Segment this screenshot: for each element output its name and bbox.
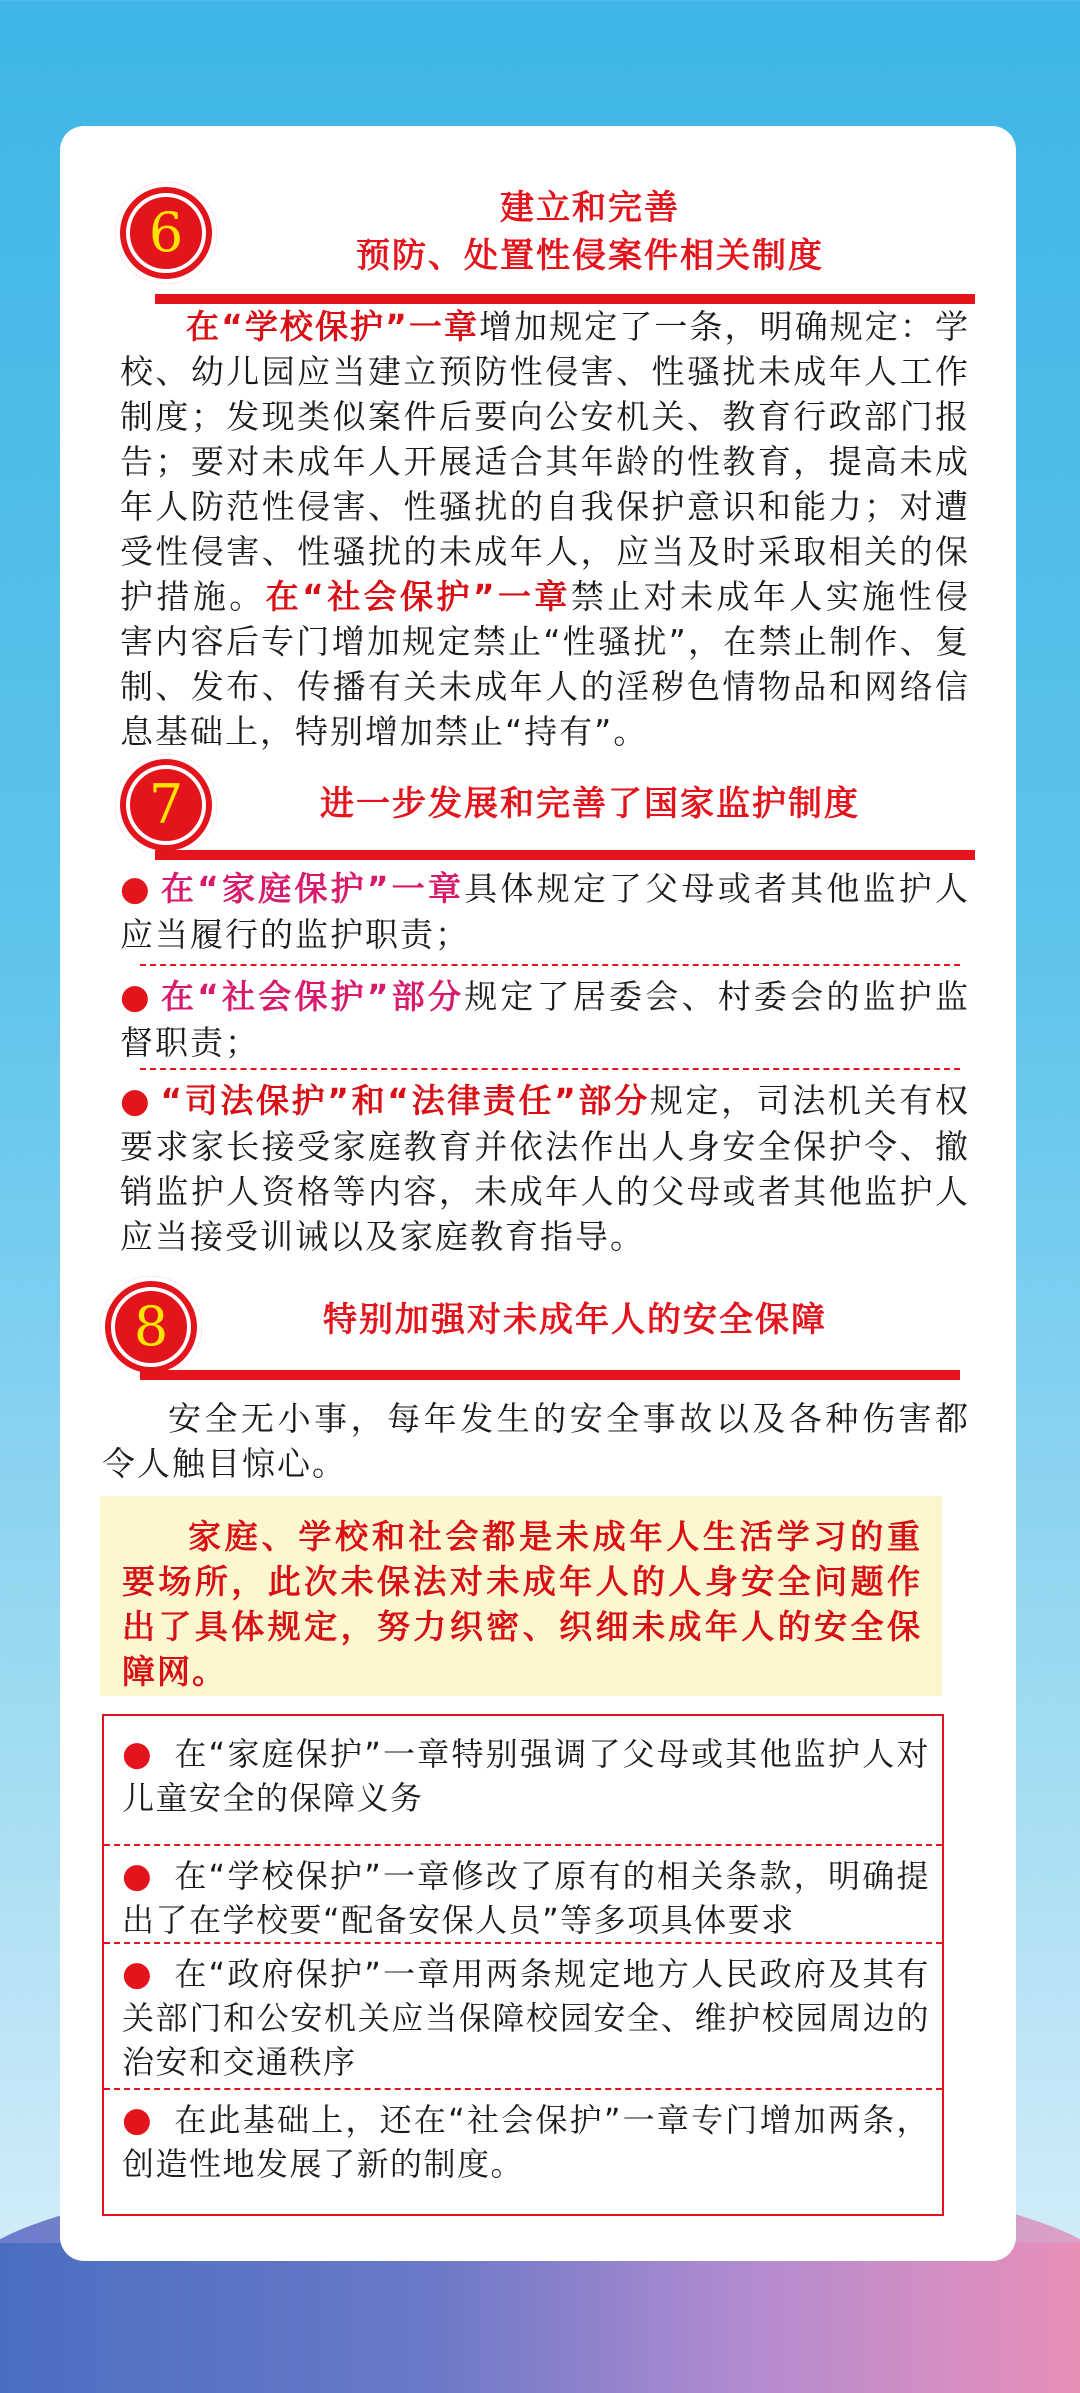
section-8-intro: 安全无小事，每年发生的安全事故以及各种伤害都令人触目惊心。: [102, 1399, 970, 1483]
section-8-badge: [100, 1276, 202, 1378]
bullet-dot-icon: ●: [120, 977, 153, 1017]
list-item: ● 在此基础上，还在“社会保护”一章专门增加两条，创造性地发展了新的制度。: [122, 2100, 930, 2183]
list-separator: [104, 2088, 942, 2090]
bullet-dot-icon: ●: [122, 1856, 154, 1896]
section-6-badge: [115, 182, 217, 284]
list-item: ● 在“政府保护”一章用两条规定地方人民政府及其有关部门和公安机关应当保障校园安全、维护校园周边的治安和交通秩序: [122, 1954, 930, 2081]
bullet-dot-icon: ●: [120, 1081, 153, 1121]
section-7-number: 7: [148, 773, 184, 836]
bottom-band-decoration: [0, 2243, 1080, 2393]
section-7-divider: [155, 850, 975, 860]
section-8-number: 8: [133, 1295, 169, 1358]
section-8-title: 特别加强对未成年人的安全保障: [323, 1300, 827, 1340]
section-7-title: 进一步发展和完善了国家监护制度: [320, 784, 860, 824]
bullet-dot-icon: ●: [122, 2100, 154, 2140]
section-7-item-1: ● 在“家庭保护”一章具体规定了父母或者其他监护人应当履行的监护职责；: [120, 869, 970, 954]
list-separator: [104, 1844, 942, 1846]
section-6-title-line2: 预防、处置性侵案件相关制度: [356, 236, 824, 276]
bullet-dot-icon: ●: [122, 1954, 154, 1994]
section-6-text-1: 增加规定了一条，明确规定：学校、幼儿园应当建立预防性侵害、性骚扰未成年人工作制度；发现类似案件后要向公安机关、教育行政部门报告；要对未成年人开展适合其年龄的性教育，提高未成年人防范性侵害、性骚扰的自我保护意识和能力；对遭受性侵害、性骚扰的未成年人，应当及时采取相关的保护措施。: [120, 307, 970, 616]
list-separator: [104, 1942, 942, 1944]
section-8-callout-text: 家庭、学校和社会都是未成年人生活学习的重要场所，此次未保法对未成年人的人身安全问题作出了具体规定，努力织密、织细未成年人的安全保障网。: [122, 1517, 922, 1691]
section-6-text-2: 禁止对未成年人实施性侵害内容后专门增加规定禁止“性骚扰”，在禁止制作、复制、发布、传播有关未成年人的淫秽色情物品和网络信息基础上，特别增加禁止“持有”。: [120, 577, 970, 751]
section-6-paragraph: [120, 304, 970, 754]
section-7-separator-1: [140, 964, 960, 966]
bullet-dot-icon: ●: [120, 869, 153, 909]
section-8-list: [102, 1714, 944, 2216]
section-8-header: [100, 1276, 940, 1406]
section-7-item-3: ● “司法保护”和“法律责任”部分规定，司法机关有权要求家长接受家庭教育并依法作出人身安全保护令、撤销监护人资格等内容，未成年人的父母或者其他监护人应当接受训诫以及家庭教育指导。: [120, 1081, 970, 1256]
section-7-header: [115, 754, 955, 884]
section-7-badge: [115, 754, 217, 856]
section-6-divider: [155, 294, 975, 304]
section-7-separator-2: [140, 1068, 960, 1070]
list-item: ● 在“家庭保护”一章特别强调了父母或其他监护人对儿童安全的保障义务: [122, 1734, 930, 1817]
content-card: [60, 126, 1016, 2261]
section-6-highlight-2: 在“社会保护”一章: [265, 577, 571, 616]
section-8-callout: [100, 1496, 942, 1696]
section-8-divider: [140, 1370, 960, 1380]
section-6-title-line1: 建立和完善: [500, 188, 680, 228]
section-6-number: 6: [148, 201, 184, 264]
section-6-header: [115, 174, 955, 304]
bullet-dot-icon: ●: [122, 1734, 154, 1774]
list-item: ● 在“学校保护”一章修改了原有的相关条款，明确提出了在学校要“配备安保人员”等多项具体要求: [122, 1856, 930, 1939]
section-6-highlight-1: 在“学校保护”一章: [186, 307, 480, 346]
section-7-item-2: ● 在“社会保护”部分规定了居委会、村委会的监护监督职责；: [120, 977, 970, 1062]
